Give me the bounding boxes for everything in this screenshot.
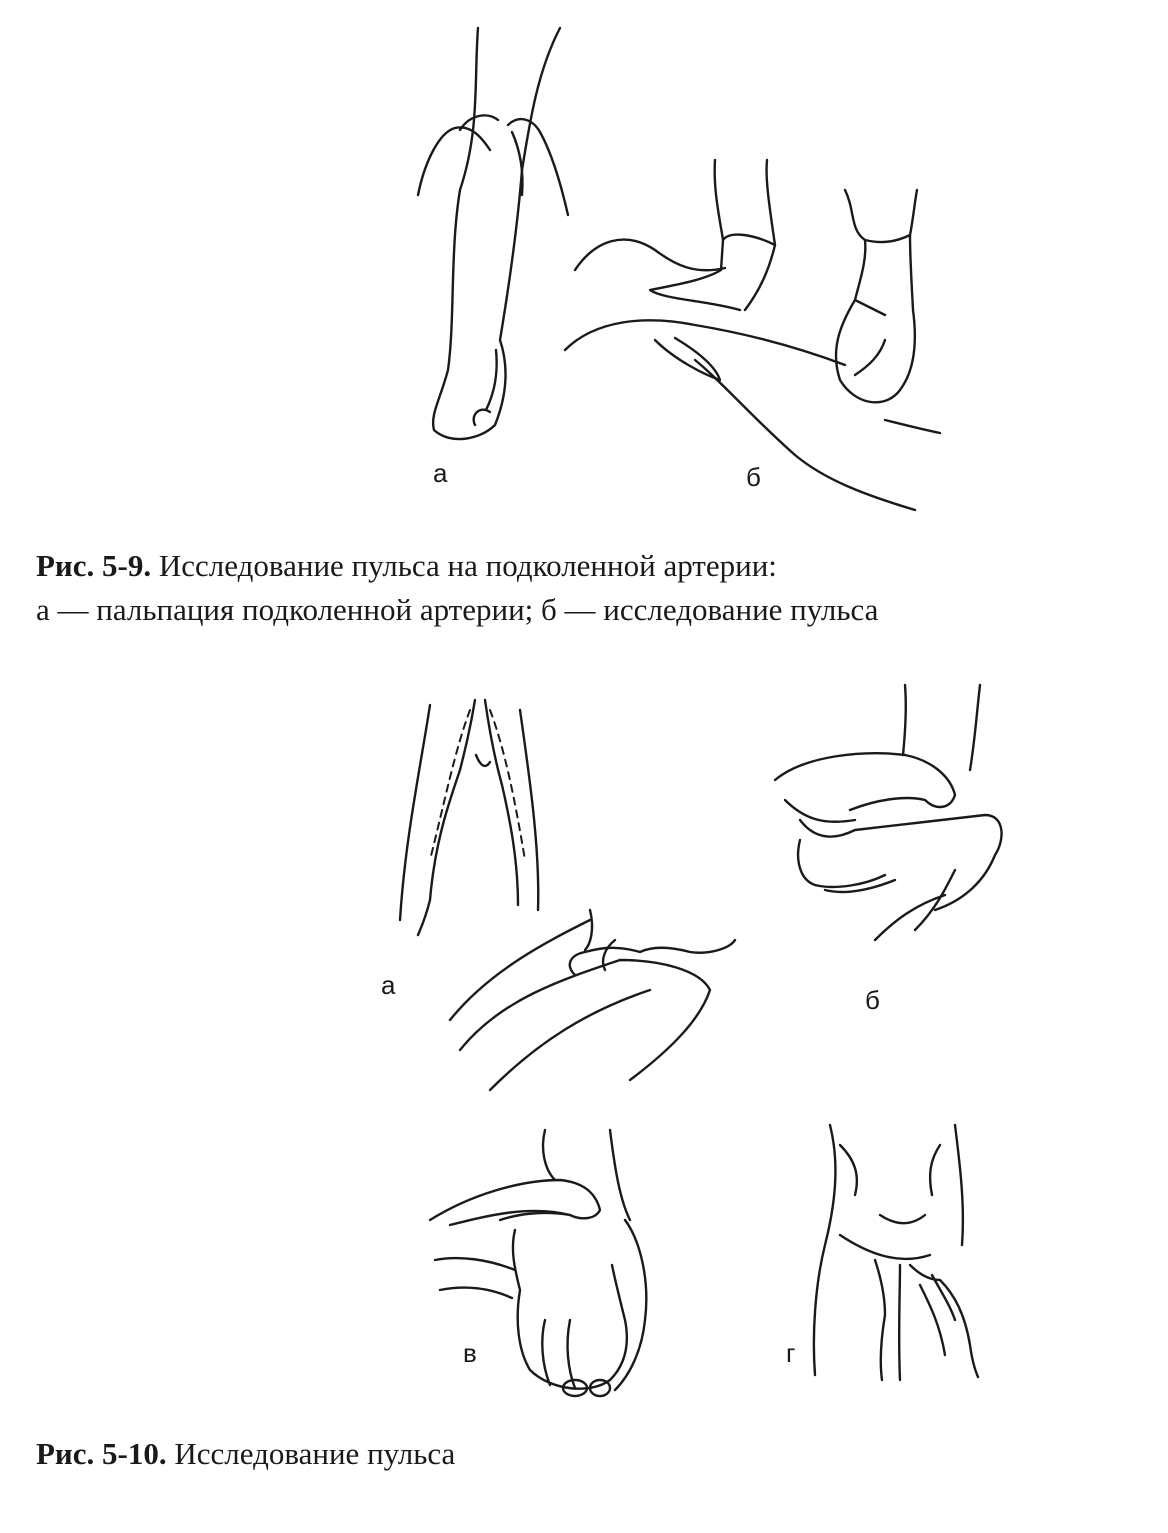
fig-5-9-label-a: а [433,458,448,488]
fig-5-9-caption-title: Исследование пульса на подколенной артерии: [158,548,777,583]
fig-5-10-caption-label: Рис. 5-10. [36,1436,167,1471]
fig-5-10-label-d: г [786,1338,796,1368]
fig-5-10-panel-a-illustration [390,690,750,1100]
fig-5-9-caption-line1 [36,544,777,588]
fig-5-9-caption-line2: а — пальпация подколенной артерии; б — исследование пульса [36,592,879,627]
fig-5-10-label-a: а [381,970,396,1000]
fig-5-9-label-b: б [746,462,761,492]
fig-5-10-caption-title: Исследование пульса [174,1436,456,1471]
fig-5-10-panel-b-illustration [755,680,1015,960]
fig-5-10-label-c: в [463,1338,477,1368]
fig-5-9-caption-label: Рис. 5-9. [36,548,152,583]
fig-5-10-panel-c-illustration [420,1120,690,1410]
fig-5-10-caption [36,1432,455,1476]
fig-5-10-label-b: б [865,985,880,1015]
fig-5-10-panel-d-illustration [800,1115,990,1385]
